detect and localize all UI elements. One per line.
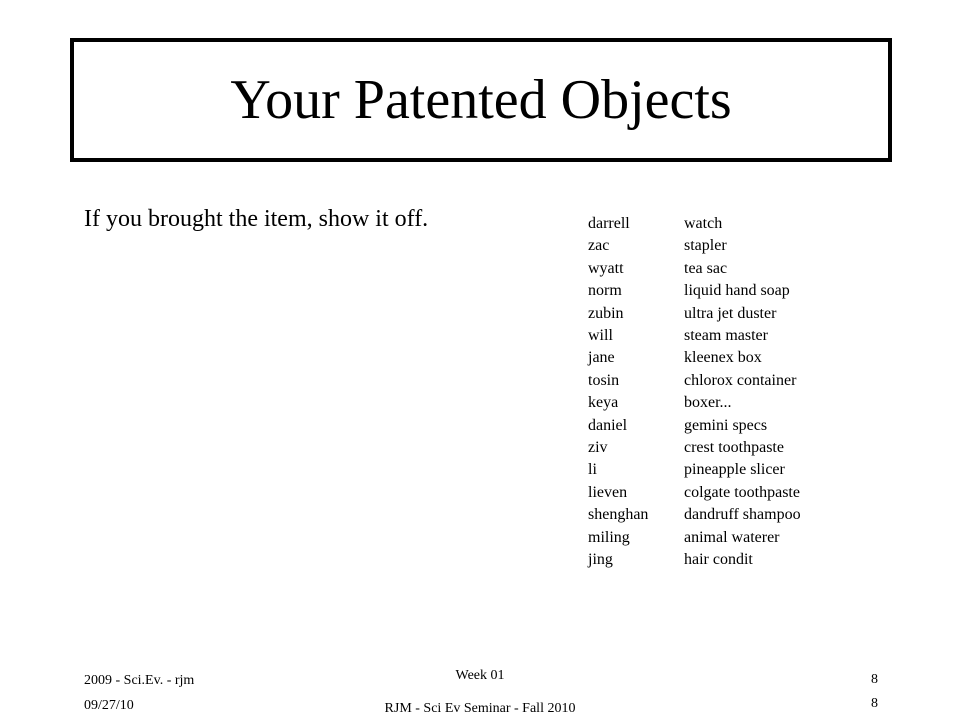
roster-body: [588, 213, 801, 572]
roster-row: [588, 303, 801, 325]
roster-row: [588, 504, 801, 526]
patented-object: pineapple slicer: [684, 461, 785, 479]
footer-date: 09/27/10: [84, 698, 134, 713]
patented-object: kleenex box: [684, 349, 762, 367]
student-name: lieven: [588, 483, 628, 501]
student-name: tosin: [588, 371, 620, 389]
roster-row: [588, 482, 801, 504]
student-name: keya: [588, 394, 619, 412]
roster-row: [588, 235, 801, 257]
roster-row: [588, 392, 801, 414]
footer-page-number-bottom: 8: [871, 696, 878, 711]
student-name: li: [588, 461, 597, 479]
roster-table: [588, 213, 801, 572]
student-name: jane: [588, 349, 615, 367]
roster-row: [588, 258, 801, 280]
roster-row: [588, 347, 801, 369]
patented-object: boxer...: [684, 394, 732, 412]
student-name: darrell: [588, 215, 630, 232]
roster-row: [588, 370, 801, 392]
roster-row: [588, 325, 801, 347]
patented-object: dandruff shampoo: [684, 506, 801, 524]
patented-object: stapler: [684, 237, 727, 255]
roster-row: [588, 280, 801, 302]
roster-row: [588, 527, 801, 549]
student-name: daniel: [588, 416, 628, 434]
footer-week: Week 01: [455, 668, 505, 683]
student-name: zac: [588, 237, 610, 255]
footer-page-number-top: 8: [871, 672, 878, 687]
patented-object: liquid hand soap: [684, 282, 790, 300]
patented-object: chlorox container: [684, 371, 797, 389]
patented-object: animal waterer: [684, 528, 780, 546]
patented-object: gemini specs: [684, 416, 768, 434]
student-name: will: [588, 327, 613, 345]
patented-object: hair condit: [684, 551, 753, 569]
roster-row: [588, 549, 801, 571]
footer-course: RJM - Sci Ev Seminar - Fall 2010: [384, 701, 576, 716]
roster-row: [588, 213, 801, 235]
patented-object: colgate toothpaste: [684, 483, 800, 501]
intro-text: If you brought the item, show it off.: [84, 206, 429, 232]
student-name: ziv: [588, 439, 608, 457]
student-name: shenghan: [588, 506, 649, 524]
patented-object: ultra jet duster: [684, 304, 777, 322]
student-name: miling: [588, 528, 630, 546]
student-name: zubin: [588, 304, 624, 322]
roster-row: [588, 415, 801, 437]
student-name: norm: [588, 282, 622, 300]
student-name: jing: [588, 551, 613, 569]
patented-object: steam master: [684, 327, 768, 345]
footer-year-author: 2009 - Sci.Ev. - rjm: [84, 673, 195, 688]
roster-row: [588, 459, 801, 481]
title-box: [70, 38, 892, 162]
patented-object: tea sac: [684, 259, 728, 277]
roster-row: [588, 437, 801, 459]
student-name: wyatt: [588, 259, 624, 277]
patented-object: watch: [684, 215, 723, 232]
patented-object: crest toothpaste: [684, 439, 784, 457]
slide-title: Your Patented Objects: [230, 69, 732, 131]
